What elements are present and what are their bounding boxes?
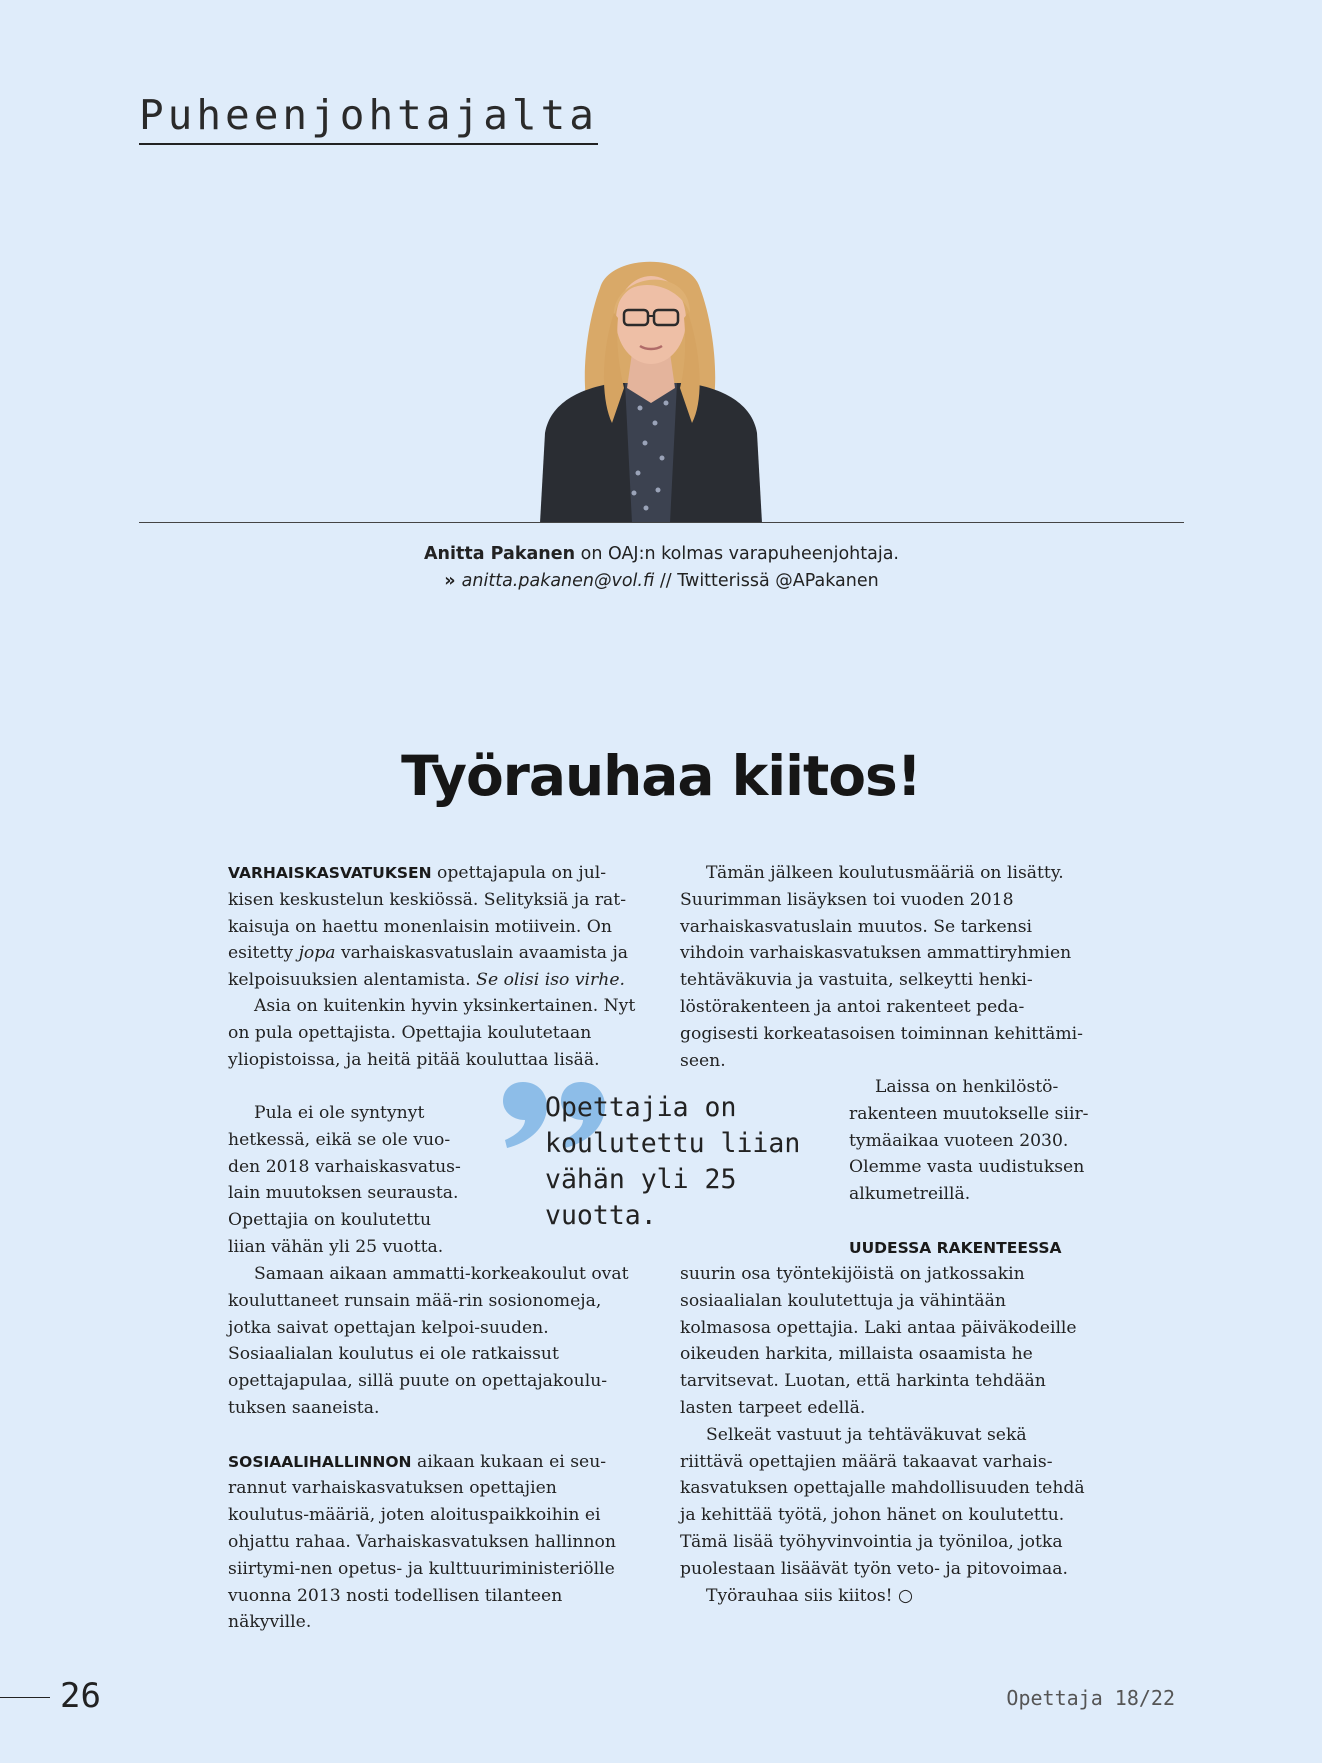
publication-footer: Opettaja 18/22	[1006, 1686, 1175, 1710]
pull-quote-text: Opettajia on koulutettu liian vähän yli 25 vuotta.	[545, 1092, 801, 1231]
author-name: Anitta Pakanen	[424, 544, 576, 564]
left-column-narrow	[228, 1100, 473, 1261]
paragraph-3: Pula ei ole syntynyt hetkessä, eikä se ole vuo-den 2018 varhaiskasvatus-lain muutoksen seurausta. Opettajia on koulutettu liian vähän yli 25 vuotta.	[228, 1103, 461, 1257]
author-twitter: // Twitterissä @APakanen	[654, 571, 879, 591]
article-headline: Työrauhaa kiitos!	[401, 744, 921, 808]
left-column-p2	[228, 993, 640, 1073]
right-column-bottom	[680, 1261, 1094, 1609]
author-caption	[139, 541, 1184, 595]
paragraph-7: Laissa on henkilöstö-rakenteen muutokselle siir-tymäaikaa vuoteen 2030. Olemme vasta uudistuksen alkumetreillä.	[849, 1077, 1089, 1205]
section-label: Puheenjohtajalta	[139, 92, 598, 145]
author-email-link[interactable]: anitta.pakanen@vol.fi	[461, 571, 655, 591]
left-column-top	[228, 860, 640, 994]
end-mark-icon: ○	[898, 1585, 914, 1606]
paragraph-4: Samaan aikaan ammatti-korkeakoulut ovat kouluttaneet runsain mää-rin sosionomeja, jotka saivat opettajan kelpoi-suuden. Sosiaalialan koulutus ei ole ratkaissut opettajapulaa, sillä puute on opettajakoulu-tuksen saaneista.	[228, 1264, 629, 1418]
right-column-top	[680, 860, 1094, 1074]
lead-varhaiskasvatuksen: VARHAISKASVATUKSEN	[228, 864, 432, 882]
portrait-divider	[139, 522, 1184, 523]
contact-prefix: »	[444, 571, 462, 591]
page-number: 26	[0, 1676, 101, 1716]
right-column-narrow	[849, 1074, 1094, 1262]
author-portrait	[540, 258, 762, 523]
author-contact	[139, 568, 1184, 595]
paragraph-9: Selkeät vastuut ja tehtäväkuvat sekä riittävä opettajien määrä takaavat varhais-kasvatuksen opettajalle mahdollisuuden tehdä ja kehittää työtä, johon hänet on koulutettu. Tämä lisää työhyvinvointia ja työniloa, jotka puolestaan lisäävät työn veto- ja pitovoimaa.	[680, 1424, 1085, 1579]
left-column-bottom	[228, 1261, 640, 1636]
lead-uudessa-rakenteessa: UUDESSA RAKENTEESSA	[849, 1238, 1062, 1257]
paragraph-2: Asia on kuitenkin hyvin yksinkertainen. Nyt on pula opettajista. Opettajia koulutetaan yliopistoissa, ja heitä pitää kouluttaa lisää.	[228, 996, 636, 1070]
author-bio	[139, 541, 1184, 568]
paragraph-1: VARHAISKASVATUKSEN opettajapula on jul-kisen keskustelun keskiössä. Selityksiä ja rat-kaisuja on haettu monenlaisin motiivein. On esitetty jopa varhaiskasvatuslain avaamista ja kelpoisuuksien alentamista. Se olisi iso virhe.	[228, 863, 629, 991]
paragraph-6: Tämän jälkeen koulutusmääriä on lisätty. Suurimman lisäyksen toi vuoden 2018 varhaiskasvatuslain muutos. Se tarkensi vihdoin varhaiskasvatuksen ammattiryhmien tehtäväkuvia ja vastuita, selkeytti henki-löstörakenteen ja antoi rakenteet peda-gogisesti korkeatasoisen toiminnan kehittämi-seen.	[680, 863, 1083, 1071]
paragraph-5: SOSIAALIHALLINNON aikaan kukaan ei seu-rannut varhaiskasvatuksen opettajien koulutus-määriä, joten aloituspaikkoihin ei ohjattu rahaa. Varhaiskasvatuksen hallinnon siirtymi-nen opetus- ja kulttuuriministeriölle vuonna 2013 nosti todellisen tilanteen näkyville.	[228, 1451, 616, 1633]
author-role: on OAJ:n kolmas varapuheenjohtaja.	[575, 544, 899, 564]
lead-sosiaalihallinnon: SOSIAALIHALLINNON	[228, 1452, 412, 1471]
page-number-dash	[0, 1697, 50, 1699]
paragraph-10: Työrauhaa siis kiitos! ○	[706, 1585, 914, 1606]
paragraph-8: suurin osa työntekijöistä on jatkossakin sosiaalialan koulutettuja ja vähintään kolmasosa opettajia. Laki antaa päiväkodeille oikeuden harkita, millaista osaamista he tarvitsevat. Luotan, että harkinta tehdään lasten tarpeet edellä.	[680, 1264, 1077, 1418]
